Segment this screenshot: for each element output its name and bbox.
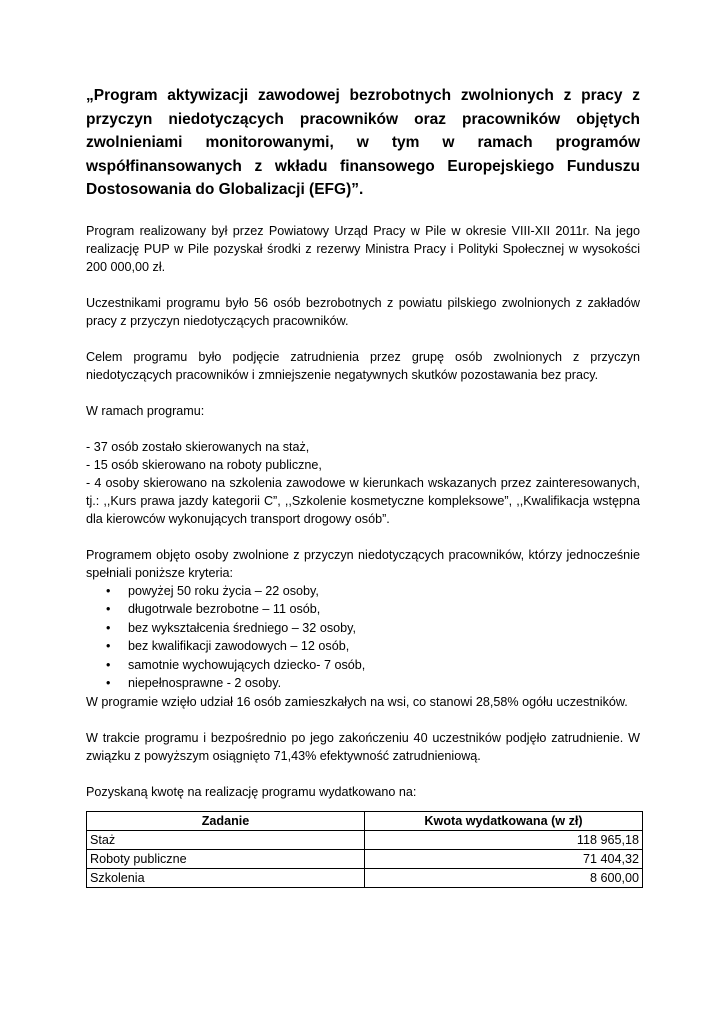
bullet-icon: •: [106, 676, 111, 690]
paragraph-rural-participants: W programie wzięło udział 16 osób zamieszkałych na wsi, co stanowi 28,58% ogółu uczestników.: [86, 694, 628, 709]
spacer: [86, 528, 640, 546]
paragraph-program-info: Program realizowany był przez Powiatowy Urząd Pracy w Pile w okresie VIII-XII 2011r. Na jego realizację PUP w Pile pozyskał środki z rezerwy Ministra Pracy i Polityki Społecznej w wysokości 200 000,00 zł.: [86, 223, 640, 274]
criteria-text: niepełnosprawne - 2 osoby.: [128, 676, 282, 690]
cell-amount: 118 965,18: [365, 830, 643, 849]
column-header-task: Zadanie: [87, 811, 365, 830]
bullet-icon: •: [106, 639, 111, 653]
dash-item-public-works: - 15 osób skierowano na roboty publiczne,: [86, 457, 322, 472]
criteria-text: samotnie wychowujących dziecko- 7 osób,: [128, 657, 366, 672]
criteria-text: powyżej 50 roku życia – 22 osoby,: [128, 583, 319, 598]
paragraph-participants: Uczestnikami programu było 56 osób bezrobotnych z powiatu pilskiego zwolnionych z zakładów pracy z przyczyn niedotyczących pracowników.: [86, 295, 640, 328]
column-header-amount: Kwota wydatkowana (w zł): [365, 811, 643, 830]
table-row: [87, 868, 643, 887]
cell-task: Staż: [87, 830, 365, 849]
cell-amount: 71 404,32: [365, 849, 643, 868]
list-item: [86, 656, 640, 675]
table-header-row: [87, 811, 643, 830]
list-item: [86, 582, 640, 601]
list-item: [86, 637, 640, 656]
document-page: [86, 84, 640, 888]
cell-task: Szkolenia: [87, 868, 365, 887]
dash-item-internship: - 37 osób zostało skierowanych na staż,: [86, 439, 310, 454]
table-row: [87, 830, 643, 849]
spending-table: [86, 811, 643, 888]
spacer: [86, 384, 640, 402]
document-title: „Program aktywizacji zawodowej bezrobotnych zwolnionych z pracy z przyczyn niedotyczących pracowników oraz pracowników objętych zwolnieniami monitorowanymi, w tym w ramach programów współfinansowanych z wkładu finansowego Europejskiego Funduszu Dostosowania do Globalizacji (EFG)”.: [86, 87, 640, 198]
bullet-icon: •: [106, 657, 111, 672]
spacer: [86, 276, 640, 294]
cell-task: Roboty publiczne: [87, 849, 365, 868]
criteria-text: bez kwalifikacji zawodowych – 12 osób,: [128, 639, 350, 653]
paragraph-employment-result: W trakcie programu i bezpośrednio po jego zakończeniu 40 uczestników podjęło zatrudnienie. W związku z powyższym osiągnięto 71,43% efektywność zatrudnieniową.: [86, 730, 640, 763]
dash-item-trainings: - 4 osoby skierowano na szkolenia zawodowe w kierunkach wskazanych przez zainteresowanych, tj.: ,,Kurs prawa jazdy kategorii C”, ,,Szkolenie kosmetyczne kompleksowe”, ,,Kwalifikacja wstępna dla kierowców wykonujących transport drogowy osób”.: [86, 475, 640, 526]
list-item: [86, 619, 640, 638]
cell-amount: 8 600,00: [365, 868, 643, 887]
list-item: [86, 600, 640, 619]
criteria-list: [86, 582, 640, 693]
spacer: [86, 420, 640, 438]
spacer: [86, 330, 640, 348]
paragraph-goal: Celem programu było podjęcie zatrudnienia przez grupę osób zwolnionych z przyczyn niedotyczących pracowników i zmniejszenie negatywnych skutków pozostawania bez pracy.: [86, 349, 640, 382]
criteria-text: bez wykształcenia średniego – 32 osoby,: [128, 620, 356, 635]
criteria-text: długotrwale bezrobotne – 11 osób,: [128, 602, 321, 616]
spacer: [86, 765, 640, 783]
bullet-icon: •: [106, 602, 111, 616]
paragraph-criteria-intro: Programem objęto osoby zwolnione z przyczyn niedotyczących pracowników, którzy jednocześnie spełniali poniższe kryteria:: [86, 547, 640, 580]
list-item: [86, 674, 640, 693]
paragraph-spending-intro: Pozyskaną kwotę na realizację programu wydatkowano na:: [86, 784, 417, 799]
bullet-icon: •: [106, 620, 111, 635]
spacer: [86, 711, 640, 729]
paragraph-within-program: W ramach programu:: [86, 403, 205, 418]
bullet-icon: •: [106, 583, 111, 598]
table-row: [87, 849, 643, 868]
